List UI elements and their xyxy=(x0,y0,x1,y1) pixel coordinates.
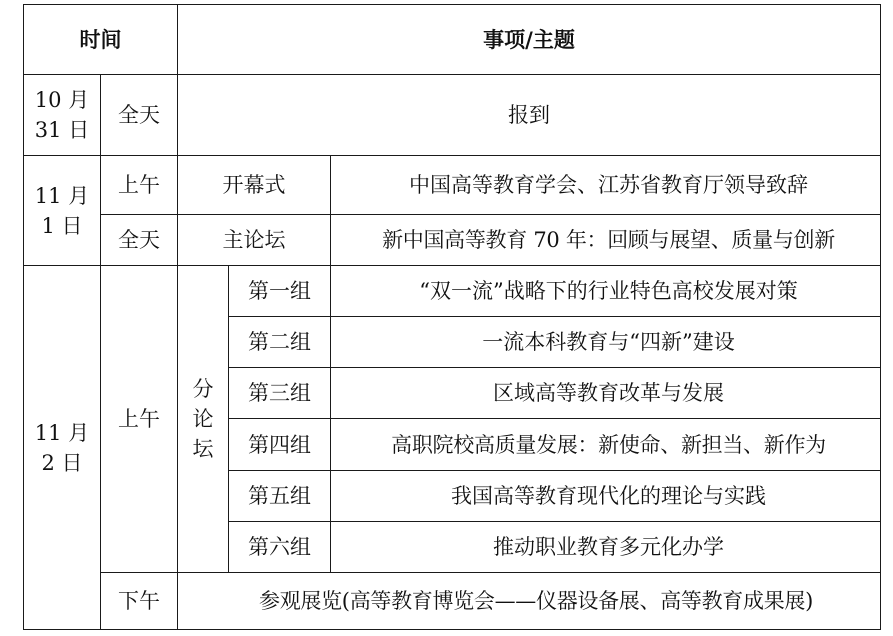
sub-forum-char-2: 论 xyxy=(192,407,214,431)
day3-date-month: 11 月 xyxy=(34,420,90,445)
day2-row-1 xyxy=(24,156,881,215)
header-row xyxy=(24,5,881,75)
day3-afternoon: 下午 xyxy=(101,573,178,630)
group-topic: 区域高等教育改革与发展 xyxy=(331,368,881,419)
group-name: 第五组 xyxy=(229,471,331,522)
group-topic: 高职院校高质量发展：新使命、新担当、新作为 xyxy=(331,419,881,471)
group-topic: 一流本科教育与“四新”建设 xyxy=(331,317,881,368)
group-topic: 我国高等教育现代化的理论与实践 xyxy=(331,471,881,522)
sub-forum-label xyxy=(178,266,229,573)
day3-morning: 上午 xyxy=(101,266,178,573)
day3-date xyxy=(24,266,101,630)
day1-event: 报到 xyxy=(178,75,881,156)
day2-date-month: 11 月 xyxy=(34,183,90,208)
day2-date-day: 1 日 xyxy=(41,213,83,238)
header-time: 时间 xyxy=(24,5,178,75)
afternoon-event: 参观展览(高等教育博览会——仪器设备展、高等教育成果展) xyxy=(178,573,881,630)
afternoon-row xyxy=(24,573,881,630)
day2-period-2: 全天 xyxy=(101,215,178,266)
day1-date-day: 31 日 xyxy=(34,118,90,142)
day2-content-1: 中国高等教育学会、江苏省教育厅领导致辞 xyxy=(331,156,881,215)
group-name: 第四组 xyxy=(229,419,331,471)
day2-period-1: 上午 xyxy=(101,156,178,215)
day3-date-day: 2 日 xyxy=(41,450,83,475)
day1-date xyxy=(24,75,101,156)
group-topic: “双一流”战略下的行业特色高校发展对策 xyxy=(331,266,881,317)
day2-row-2 xyxy=(24,215,881,266)
schedule-table xyxy=(23,4,881,630)
day2-type-1: 开幕式 xyxy=(178,156,331,215)
group-name: 第二组 xyxy=(229,317,331,368)
day1-period: 全天 xyxy=(101,75,178,156)
day2-type-2: 主论坛 xyxy=(178,215,331,266)
group-topic: 推动职业教育多元化办学 xyxy=(331,522,881,573)
sub-forum-char-1: 分 xyxy=(192,377,214,401)
day2-content-2: 新中国高等教育 70 年：回顾与展望、质量与创新 xyxy=(331,215,881,266)
group-row-1 xyxy=(24,266,881,317)
day2-date xyxy=(24,156,101,266)
day1-row xyxy=(24,75,881,156)
day1-date-month: 10 月 xyxy=(34,88,90,112)
group-name: 第一组 xyxy=(229,266,331,317)
group-name: 第六组 xyxy=(229,522,331,573)
group-name: 第三组 xyxy=(229,368,331,419)
sub-forum-char-3: 坛 xyxy=(192,437,214,461)
header-topic: 事项/主题 xyxy=(178,5,881,75)
